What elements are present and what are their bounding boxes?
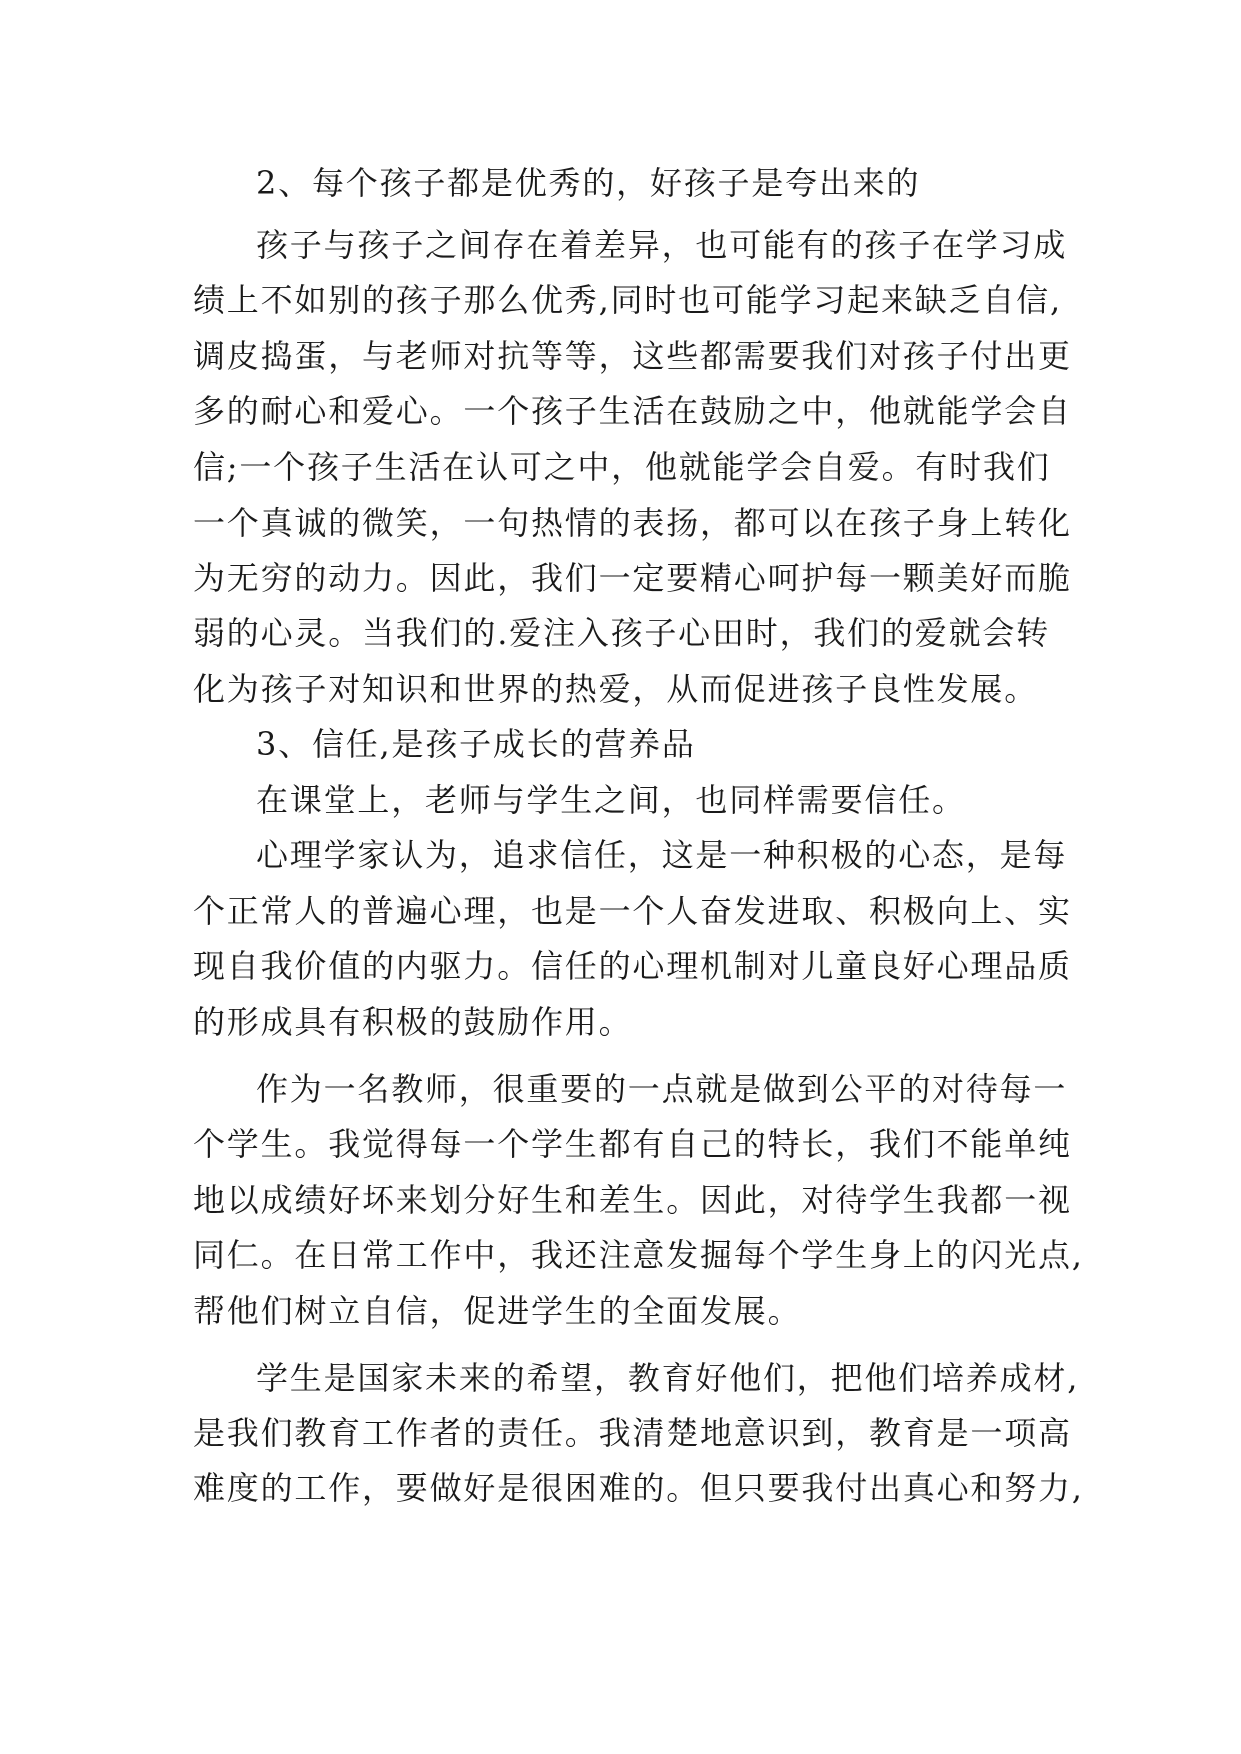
paragraph-line: 在课堂上，老师与学生之间，也同样需要信任。 — [256, 781, 966, 819]
paragraph-line: 难度的工作，要做好是很困难的。但只要我付出真心和努力, — [193, 1469, 1084, 1507]
paragraph-line: 孩子与孩子之间存在着差异，也可能有的孩子在学习成 — [256, 226, 1068, 264]
paragraph-line: 为无穷的动力。因此，我们一定要精心呵护每一颗美好而脆 — [193, 559, 1072, 597]
paragraph-line: 调皮捣蛋，与老师对抗等等，这些都需要我们对孩子付出更 — [193, 337, 1072, 375]
paragraph-line: 一个真诚的微笑，一句热情的表扬，都可以在孩子身上转化 — [193, 504, 1072, 542]
paragraph-line: 地以成绩好坏来划分好生和差生。因此，对待学生我都一视 — [193, 1181, 1072, 1219]
paragraph-line: 弱的心灵。当我们的.爱注入孩子心田时，我们的爱就会转 — [193, 614, 1050, 652]
paragraph-line: 心理学家认为，追求信任，这是一种积极的心态，是每 — [256, 836, 1068, 874]
paragraph-line: 化为孩子对知识和世界的热爱，从而促进孩子良性发展。 — [193, 670, 1039, 708]
paragraph-line: 多的耐心和爱心。一个孩子生活在鼓励之中，他就能学会自 — [193, 392, 1072, 430]
section-heading-2: 2、每个孩子都是优秀的，好孩子是夸出来的 — [256, 164, 921, 202]
paragraph-line: 学生是国家未来的希望，教育好他们，把他们培养成材, — [256, 1359, 1080, 1397]
paragraph-line: 信;一个孩子生活在认可之中，他就能学会自爱。有时我们 — [193, 448, 1051, 486]
paragraph-line: 个正常人的普遍心理，也是一个人奋发进取、积极向上、实 — [193, 892, 1072, 930]
paragraph-line: 同仁。在日常工作中，我还注意发掘每个学生身上的闪光点, — [193, 1236, 1084, 1274]
paragraph-line: 作为一名教师，很重要的一点就是做到公平的对待每一 — [256, 1070, 1068, 1108]
paragraph-line: 的形成具有积极的鼓励作用。 — [193, 1003, 633, 1041]
paragraph-line: 现自我价值的内驱力。信任的心理机制对儿童良好心理品质 — [193, 947, 1072, 985]
paragraph-line: 帮他们树立自信，促进学生的全面发展。 — [193, 1292, 802, 1330]
section-heading-3: 3、信任,是孩子成长的营养品 — [256, 725, 696, 763]
paragraph-line: 是我们教育工作者的责任。我清楚地意识到，教育是一项高 — [193, 1414, 1072, 1452]
paragraph-line: 绩上不如别的孩子那么优秀,同时也可能学习起来缺乏自信, — [193, 281, 1062, 319]
paragraph-line: 个学生。我觉得每一个学生都有自己的特长，我们不能单纯 — [193, 1125, 1072, 1163]
